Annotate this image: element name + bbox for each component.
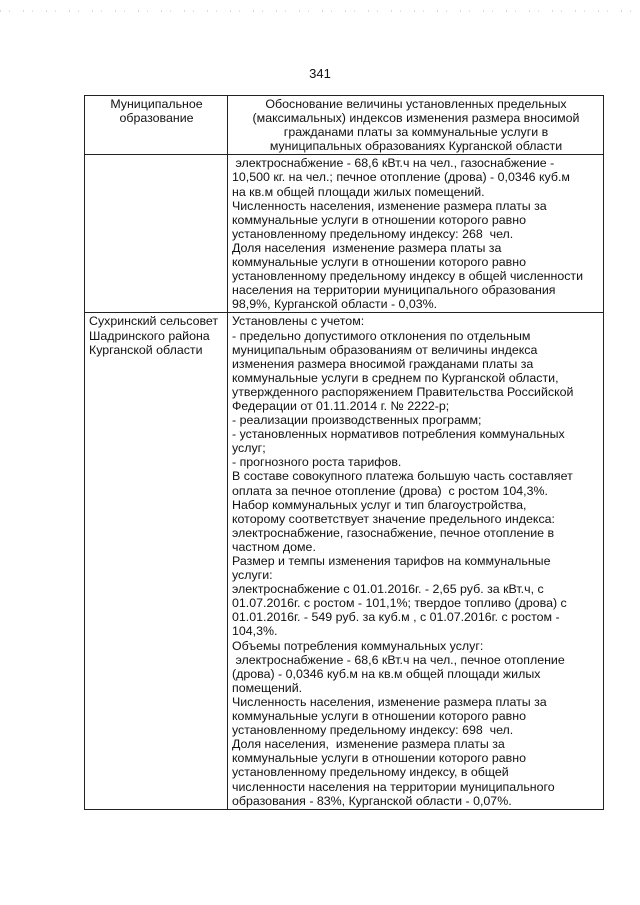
header-line: Обоснование величины установленных предельных (265, 97, 567, 111)
justification-line: электроснабжение с 01.01.2016г. - 2,65 руб. за кВт.ч, с (232, 582, 544, 597)
justification-line: муниципальным образованиям от величины индекса (232, 342, 538, 357)
table-row (85, 313, 604, 809)
header-line: муниципальных образованиях Курганской области (269, 139, 563, 154)
justification-line: - предельно допустимого отклонения по отдельным (232, 328, 531, 343)
justification-line: электроснабжение, газоснабжение, печное отопление в (232, 525, 555, 540)
justification-line: 01.01.2016г. - 549 руб. за куб.м , с 01.07.2016г. с ростом - (232, 610, 560, 625)
justification-line: 104,3%. (232, 624, 278, 639)
justification-cell (228, 313, 604, 809)
header-line: Муниципальное (110, 97, 203, 111)
justification-line: В составе совокупного платежа большую часть составляет (232, 469, 573, 484)
municipality-cell (85, 155, 228, 313)
justification-line: услуги: (232, 568, 273, 583)
justification-line: Размер и темпы изменения тарифов на коммунальные (232, 554, 551, 568)
justification-cell (228, 155, 604, 313)
justification-line: услуг; (232, 441, 266, 456)
header-line: образование (119, 111, 194, 126)
justification-line: на кв.м общей площади жилых помещений. (232, 184, 485, 199)
municipality-line: Шадринского района (89, 328, 210, 343)
header-line: (максимальных) индексов изменения размера вносимой (252, 111, 580, 126)
justification-line: коммунальные услуги в отношении которого равно (232, 751, 526, 766)
justification-line: 10,500 кг. на чел.; печное отопление (дрова) - 0,0346 куб.м (232, 170, 570, 185)
justification-line: (дрова) - 0,0346 куб.м на кв.м общей площади жилых (232, 666, 541, 681)
justification-line: Набор коммунальных услуг и тип благоустройства, (232, 497, 527, 512)
justification-line: коммунальные услуги в отношении которого равно (232, 709, 526, 724)
justification-line: помещений. (232, 680, 303, 695)
municipality-line: Курганской области (89, 342, 203, 357)
header-line: гражданами платы за коммунальные услуги в (283, 125, 549, 140)
justification-line: численности населения на территории муниципального (232, 779, 555, 794)
justification-line: установленному предельному индексу: 698 чел. (232, 723, 514, 738)
justification-line: 98,9%, Курганской области - 0,03%. (232, 297, 438, 312)
header-justification (228, 96, 604, 155)
justification-line: утвержденного распоряжением Правительства Российской (232, 384, 574, 399)
justification-line: которому соответствует значение предельного индекса: (232, 511, 555, 526)
justification-line: частном доме. (232, 539, 316, 554)
justification-line: Доля населения, изменение размера платы за (232, 737, 505, 752)
justification-line: коммунальные услуги в среднем по Курганской области, (232, 370, 559, 385)
justification-line: - прогнозного роста тарифов. (232, 455, 402, 470)
table-row (85, 155, 604, 313)
justification-line: изменения размера вносимой гражданами платы за (232, 356, 534, 371)
justification-line: электроснабжение - 68,6 кВт.ч на чел., газоснабжение - (232, 156, 555, 171)
justification-line: Численность населения, изменение размера платы за (232, 198, 547, 213)
justification-line: установленному предельному индексу в общей численности (232, 269, 584, 284)
justification-line: Доля населения изменение размера платы за (232, 240, 502, 255)
justification-line: оплата за печное отопление (дрова) с ростом 104,3%. (232, 483, 548, 498)
page-number: 341 (309, 66, 331, 81)
justification-line: коммунальные услуги в отношении которого равно (232, 212, 526, 227)
justification-line: установленному предельному индексу, в общей (232, 765, 509, 780)
justification-line: - установленных нормативов потребления коммунальных (232, 427, 565, 442)
scan-noise-line (0, 10, 640, 12)
municipality-line: Сухринский сельсовет (89, 314, 219, 329)
justification-line: Объемы потребления коммунальных услуг: (232, 638, 484, 653)
justification-line: образования - 83%, Курганской области - 0,07%. (232, 793, 512, 808)
justification-line: 01.07.2016г. с ростом - 101,1%; твердое топливо (дрова) с (232, 596, 567, 611)
justification-line: электроснабжение - 68,6 кВт.ч на чел., печное отопление (232, 652, 565, 667)
justification-line: - реализации производственных программ; (232, 413, 482, 428)
justification-line: установленному предельному индексу: 268 чел. (232, 226, 514, 241)
justification-table (84, 95, 604, 810)
justification-line: населения на территории муниципального образования (232, 283, 556, 298)
justification-line: Численность населения, изменение размера платы за (232, 694, 547, 709)
municipality-cell (85, 313, 228, 809)
header-municipality (85, 96, 228, 155)
justification-line: коммунальные услуги в отношении которого равно (232, 255, 526, 270)
justification-line: Федерации от 01.11.2014 г. № 2222-р; (232, 398, 450, 413)
table-header-row (85, 96, 604, 155)
justification-line: Установлены с учетом: (232, 314, 365, 329)
